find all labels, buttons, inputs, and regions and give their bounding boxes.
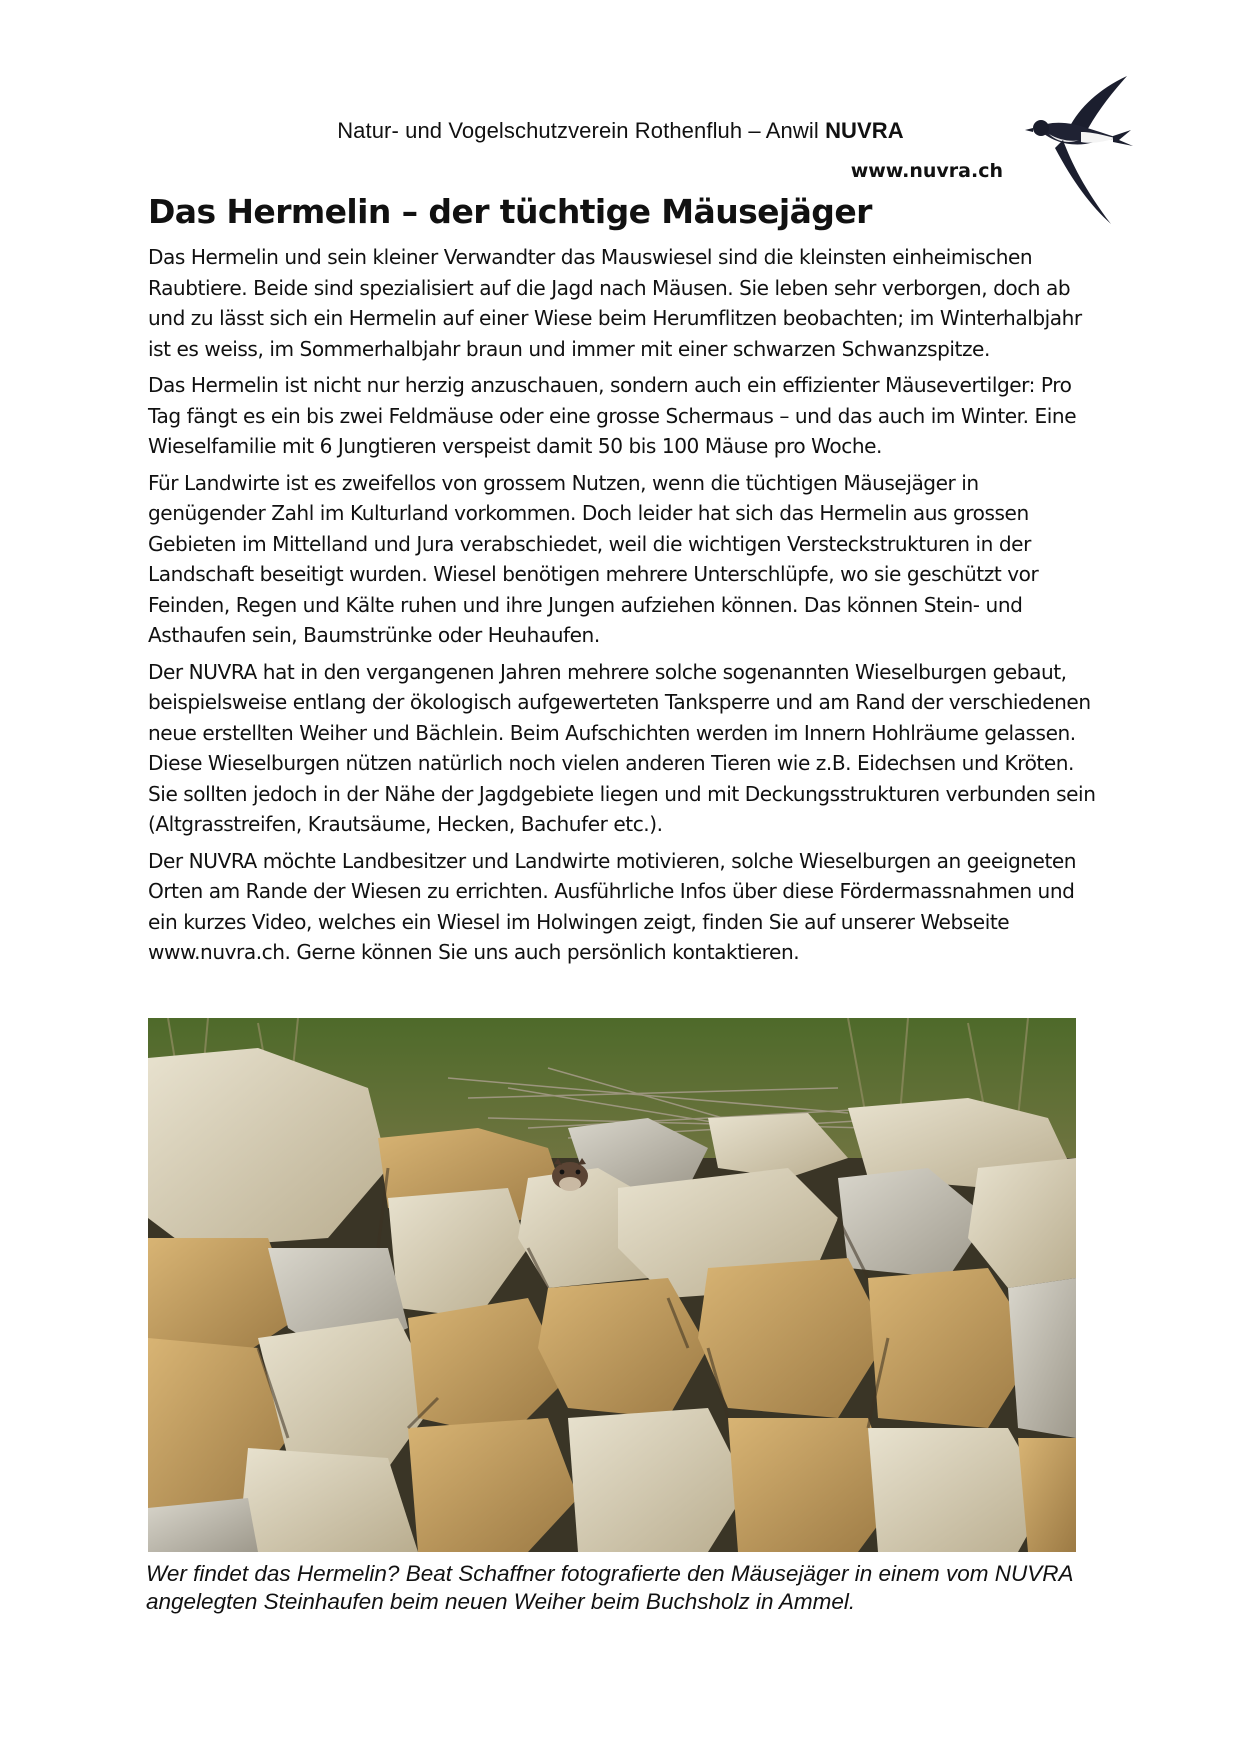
paragraph: Der NUVRA möchte Landbesitzer und Landwirte motivieren, solche Wieselburgen an geeigneten Orten am Rande der Wiesen zu errichten. Ausführliche Infos über diese Fördermassnahmen und ein kurzes Video, welches ein Wiesel im Holwingen zeigt, finden Sie auf unserer Webseite www.nuvra.ch. Gerne können Sie uns auch persönlich kontaktieren. <box>148 848 1077 964</box>
website-link[interactable]: www.nuvra.ch <box>850 160 1003 182</box>
article-body <box>148 242 1098 974</box>
article-title: Das Hermelin – der tüchtige Mäusejäger <box>148 192 872 231</box>
paragraph: Für Landwirte ist es zweifellos von grossem Nutzen, wenn die tüchtigen Mäusejäger in genügender Zahl im Kulturland vorkommen. Doch leider hat sich das Hermelin aus grossen Gebieten im Mittelland und Jura verabschiedet, weil die wichtigen Versteckstrukturen in der Landschaft beseitigt wurden. Wiesel benötigen mehrere Unterschlüpfe, wo sie geschützt vor Feinden, Regen und Kälte ruhen und ihre Jungen aufziehen können. Das können Stein- und Asthaufen sein, Baumstrünke oder Heuhaufen. <box>148 470 1039 647</box>
stone-pile-photo <box>148 1018 1076 1552</box>
paragraph: Der NUVRA hat in den vergangenen Jahren mehrere solche sogenannten Wieselburgen gebaut, beispielsweise entlang der ökologisch aufgewerteten Tanksperre und am Rand der verschiedenen neue erstellten Weiher und Bächlein. Beim Aufschichten werden im Innern Hohlräume gelassen. Diese Wieselburgen nützen natürlich noch vielen anderen Tieren wie z.B. Eidechsen und Kröten. Sie sollten jedoch in der Nähe der Jagdgebiete liegen und mit Deckungsstrukturen verbunden sein (Altgrasstreifen, Krautsäume, Hecken, Bachufer etc.). <box>148 659 1096 836</box>
photo-caption: Wer findet das Hermelin? Beat Schaffner fotografierte den Mäusejäger in einem vom NUVRA angelegten Steinhaufen beim neuen Weiher beim Buchsholz in Ammel. <box>146 1561 1073 1614</box>
organization-abbreviation: NUVRA <box>825 118 904 143</box>
swallow-icon <box>1015 70 1135 230</box>
paragraph: Das Hermelin und sein kleiner Verwandter das Mauswiesel sind die kleinsten einheimischen Raubtiere. Beide sind spezialisiert auf die Jagd nach Mäusen. Sie leben sehr verborgen, doch ab und zu lässt sich ein Hermelin auf einer Wiese beim Herumflitzen beobachten; im Winterhalbjahr ist es weiss, im Sommerhalbjahr braun und immer mit einer schwarzen Schwanzspitze. <box>148 245 1082 361</box>
paragraph: Das Hermelin ist nicht nur herzig anzuschauen, sondern auch ein effizienter Mäusevertilger: Pro Tag fängt es ein bis zwei Feldmäuse oder eine grosse Schermaus – und das auch im Winter. Eine Wieselfamilie mit 6 Jungtieren verspeist damit 50 bis 100 Mäuse pro Woche. <box>148 373 1077 458</box>
organization-name: Natur- und Vogelschutzverein Rothenfluh – Anwil <box>337 118 819 143</box>
